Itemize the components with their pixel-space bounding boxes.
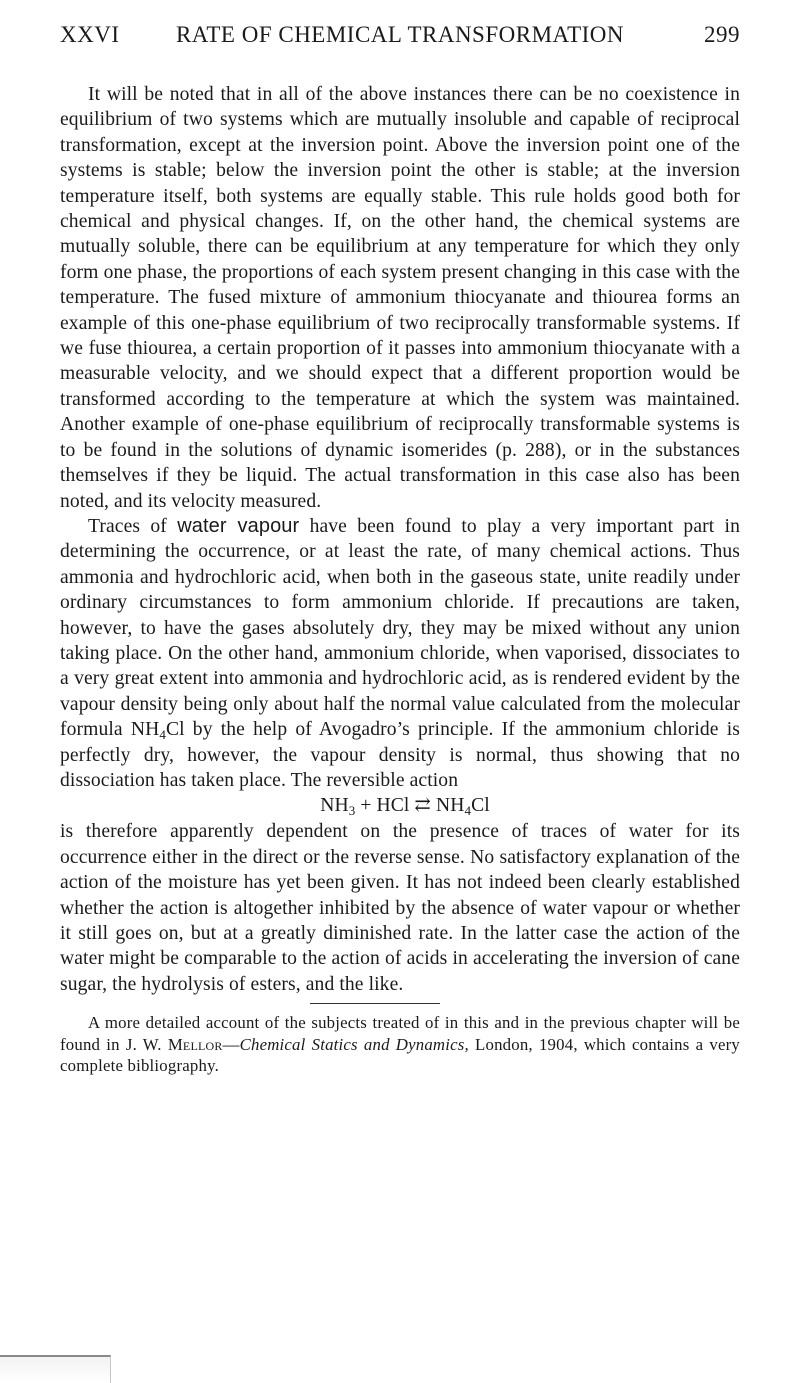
- reversible-arrow-icon: ⇄: [414, 795, 431, 817]
- paragraph-water-vapour: [60, 514, 740, 793]
- footnote: [60, 1012, 740, 1077]
- equation-rhs: NH: [430, 795, 465, 817]
- footnote-part2: London, 1904, which contains a very complete bibliography.: [60, 1034, 740, 1076]
- equation-plus-hcl: + HCl: [355, 795, 415, 817]
- paragraph-inversion-point: It will be noted that in all of the above instances there can be no coexistence in equilibrium of two systems which are mutually insoluble and capable of reciprocal transformation, except at the inversion point. Above the inversion point one of the systems is stable; below the inversion point the other is stable; at the inversion temperature itself, both systems are equally stable. This rule holds good both for chemical and physical changes. If, on the other hand, the chemical systems are mutually soluble, there can be equilibrium at any temperature for which they only form one phase, the proportions of each system present changing in this case with the temperature. The fused mixture of ammonium thiocyanate and thiourea forms an example of this one-phase equilibrium of two reciprocally transformable systems. If we fuse thiourea, a certain proportion of it passes into ammonium thiocyanate with a measurable velocity, and we should expect that a different proportion would be transformed according to the temperature at which the system was maintained. Another example of one-phase equilibrium of reciprocally transformable systems is to be found in the solutions of dynamic isomerides (p. 288), or in the substances themselves if they be liquid. The actual transformation in this case also has been noted, and its velocity measured.: [60, 84, 740, 512]
- footnote-divider: [310, 1003, 440, 1004]
- footnote-dash: —: [222, 1034, 240, 1054]
- chemical-equation: [60, 793, 740, 819]
- paragraph-text-part2: Cl by the help of Avogadro’s principle. If the ammonium chloride is perfectly dry, however, the vapour density is normal, thus showing that no dissociation has taken place. The reversible action: [60, 719, 740, 791]
- footnote-book-title: Chemical Statics and Dynamics,: [239, 1034, 469, 1054]
- paragraph-lead: Traces of: [88, 515, 167, 537]
- running-header: [60, 22, 740, 62]
- footnote-author: Mellor: [167, 1034, 223, 1054]
- footnote-text: [60, 1012, 740, 1077]
- scan-edge: [0, 1355, 111, 1383]
- footnote-part1: A more detailed account of the subjects treated of in this and in the previous chapter will be found in J. W.: [60, 1013, 740, 1054]
- equation-lhs-subscript: 3: [348, 803, 356, 819]
- equation-rhs-subscript: 4: [464, 803, 472, 819]
- page-number: 299: [704, 22, 740, 47]
- formula-subscript: 4: [159, 727, 166, 743]
- running-title: RATE OF CHEMICAL TRANSFORMATION: [175, 22, 625, 47]
- equation-lhs: NH: [320, 795, 349, 817]
- equation-rhs-end: Cl: [471, 795, 490, 817]
- paragraph-moisture: is therefore apparently dependent on the presence of traces of water for its occurrence either in the direct or the reverse sense. No satisfactory explanation of the action of the moisture has yet been given. It has not indeed been clearly established whether the action is altogether inhibited by the absence of water vapour or whether it still goes on, but at a greatly diminished rate. In the latter case the action of the water might be comparable to the action of acids in accelerating the inversion of cane sugar, the hydrolysis of esters, and the like.: [60, 821, 740, 995]
- chapter-number: XXVI: [60, 22, 120, 47]
- paragraph-text-part1: have been found to play a very important part in determining the occurrence, or at least the rate, of many chemical actions. Thus ammonia and hydrochloric acid, when both in the gaseous state, unite readily under ordinary circumstances to form ammonium chloride. If precautions are taken, however, to have the gases absolutely dry, they may be mixed without any union taking place. On the other hand, ammonium chloride, when vaporised, dissociates to a very great extent into ammonia and hydrochloric acid, as is rendered evident by the vapour density being only about half the normal value calculated from the molecular formula NH: [60, 515, 741, 741]
- body-text: [60, 82, 740, 997]
- emphasis-water-vapour: water vapour: [177, 514, 300, 537]
- book-page: [60, 22, 740, 1077]
